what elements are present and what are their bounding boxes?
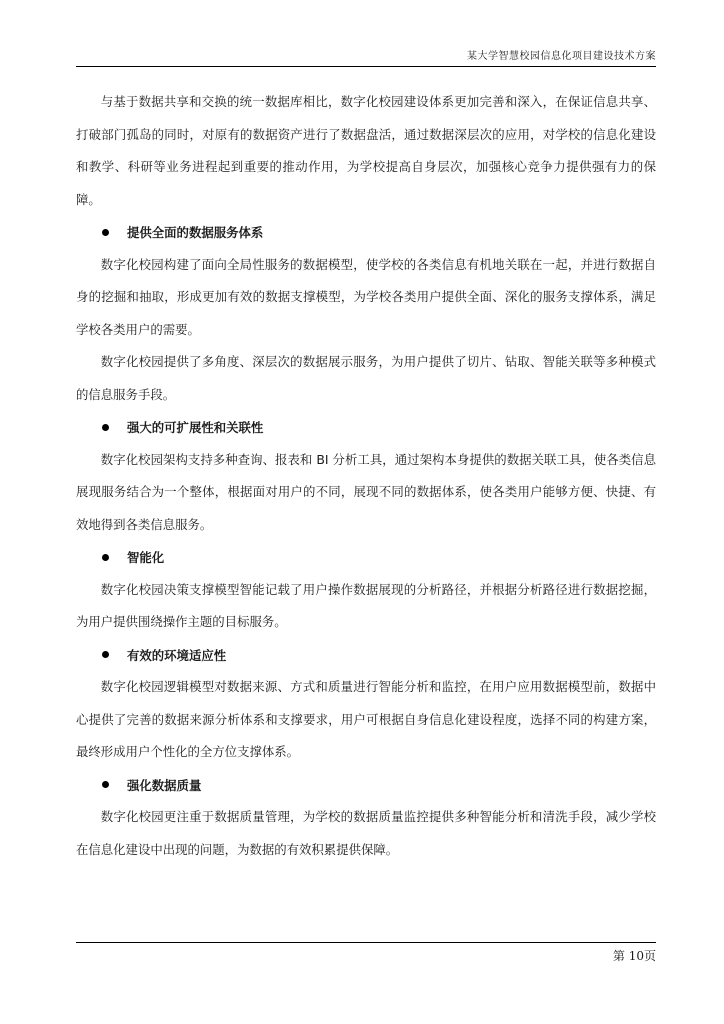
section-heading	[76, 541, 656, 574]
bullet-icon	[102, 781, 109, 788]
bullet-icon	[102, 651, 109, 658]
section-heading	[76, 769, 656, 802]
section-heading	[76, 216, 656, 249]
section-heading	[76, 411, 656, 444]
page-suffix: 页	[643, 949, 656, 963]
section-heading	[76, 639, 656, 672]
section-heading-text: 提供全面的数据服务体系	[127, 225, 264, 241]
bullet-icon	[102, 424, 109, 431]
page-number	[613, 949, 656, 963]
page-footer	[76, 942, 656, 964]
section-heading-text: 强化数据质量	[127, 777, 202, 793]
page-number-value: 10	[628, 949, 644, 963]
intro-paragraph: 与基于数据共享和交换的统一数据库相比，数字化校园建设体系更加完善和深入，在保证信息共享、打破部门孤岛的同时，对原有的数据资产进行了数据盘活，通过数据深层次的应用，对学校的信息化建设和教学、科研等业务进程起到重要的推动作用，为学校提高自身层次，加强核心竞争力提供强有力的保障。	[76, 94, 656, 207]
section-heading-text: 有效的环境适应性	[127, 647, 227, 663]
document-title: 某大学智慧校园信息化项目建设技术方案	[467, 51, 656, 62]
document-body	[76, 86, 656, 866]
bullet-icon	[102, 554, 109, 561]
paragraph: 数字化校园决策支撑模型智能记载了用户操作数据展现的分析路径，并根据分析路径进行数据挖掘，为用户提供围绕操作主题的目标服务。	[76, 581, 656, 629]
page-header	[76, 50, 656, 67]
paragraph: 数字化校园更注重于数据质量管理，为学校的数据质量监控提供多种智能分析和清洗手段，减少学校在信息化建设中出现的问题，为数据的有效积累提供保障。	[76, 809, 656, 857]
paragraph: 数字化校园逻辑模型对数据来源、方式和质量进行智能分析和监控，在用户应用数据模型前，数据中心提供了完善的数据来源分析体系和支撑要求，用户可根据自身信息化建设程度，选择不同的构建方案，最终形成用户个性化的全方位支撑体系。	[76, 679, 656, 759]
paragraph: 数字化校园架构支持多种查询、报表和 BI 分析工具，通过架构本身提供的数据关联工具，使各类信息展现服务结合为一个整体，根据面对用户的不同，展现不同的数据体系，使各类用户能够方便、快捷、有效地得到各类信息服务。	[76, 451, 657, 532]
page-prefix: 第	[612, 949, 629, 963]
section-heading-text: 强大的可扩展性和关联性	[127, 420, 264, 436]
section-heading-text: 智能化	[127, 550, 165, 566]
paragraph: 数字化校园构建了面向全局性服务的数据模型，使学校的各类信息有机地关联在一起，并进行数据自身的挖掘和抽取，形成更加有效的数据支撑模型，为学校各类用户提供全面、深化的服务支撑体系，满足学校各类用户的需要。	[76, 256, 656, 337]
bullet-icon	[102, 229, 109, 236]
paragraph: 数字化校园提供了多角度、深层次的数据展示服务，为用户提供了切片、钻取、智能关联等多种模式的信息服务手段。	[76, 354, 656, 402]
